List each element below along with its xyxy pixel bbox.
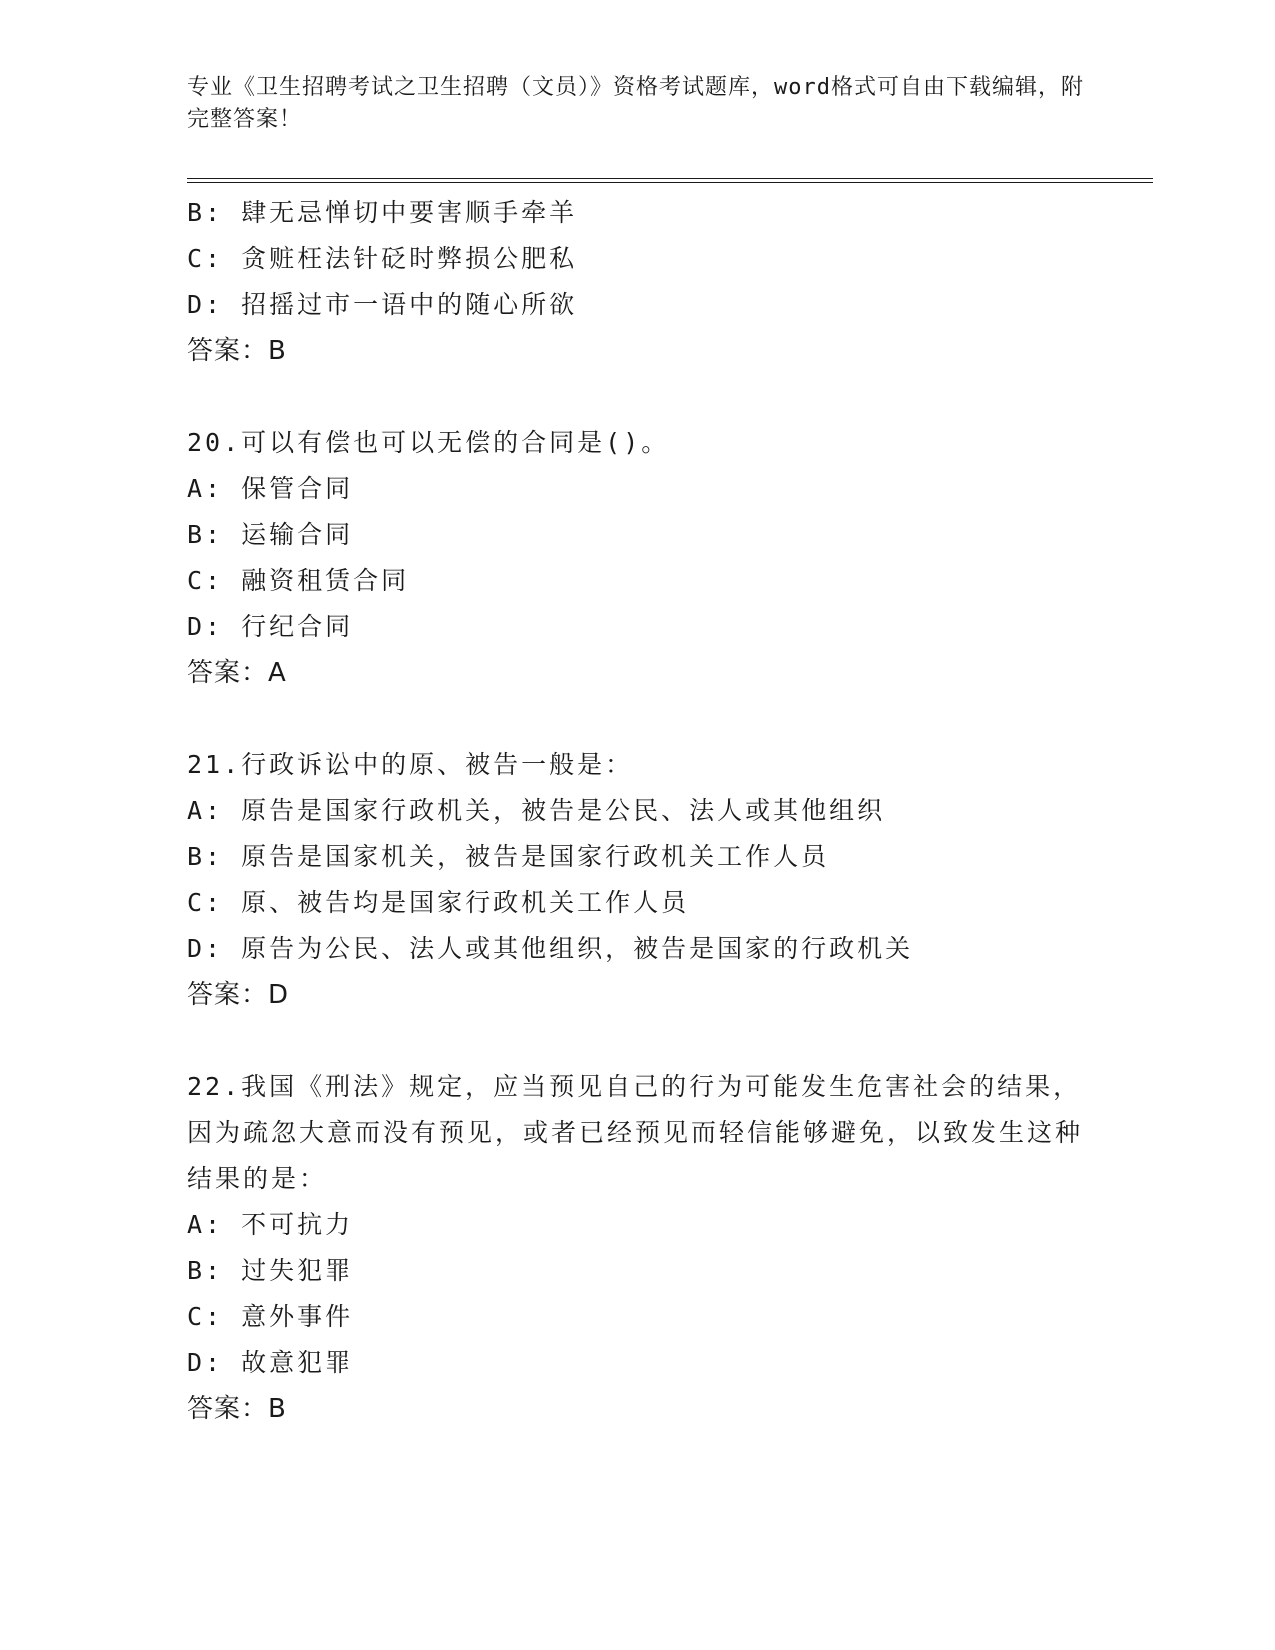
option-b: B: 原告是国家机关，被告是国家行政机关工作人员	[187, 842, 830, 871]
answer-text: 答案：A	[187, 658, 287, 688]
option-a: A: 保管合同	[187, 474, 354, 503]
spacer	[187, 374, 1087, 420]
option-b: B: 肆无忌惮切中要害顺手牵羊	[187, 198, 578, 227]
option-a: A: 原告是国家行政机关，被告是公民、法人或其他组织	[187, 796, 886, 825]
answer-text: 答案：D	[187, 980, 290, 1010]
option-d: D: 原告为公民、法人或其他组织，被告是国家的行政机关	[187, 934, 914, 963]
question-block-previous	[187, 190, 1087, 374]
question-block-20	[187, 420, 1087, 696]
option-b: B: 运输合同	[187, 520, 354, 549]
question-stem: 22.我国《刑法》规定，应当预见自己的行为可能发生危害社会的结果，因为疏忽大意而没有预见，或者已经预见而轻信能够避免，以致发生这种结果的是：	[187, 1072, 1084, 1193]
answer-text: 答案：B	[187, 336, 287, 366]
question-stem: 21.行政诉讼中的原、被告一般是：	[187, 750, 634, 779]
answer-text: 答案：B	[187, 1394, 287, 1424]
option-a: A: 不可抗力	[187, 1210, 354, 1239]
question-list	[187, 190, 1087, 1432]
header-divider-bottom	[187, 182, 1153, 183]
option-d: D: 故意犯罪	[187, 1348, 354, 1377]
question-stem: 20.可以有偿也可以无偿的合同是()。	[187, 428, 670, 457]
document-intro: 专业《卫生招聘考试之卫生招聘（文员）》资格考试题库，word格式可自由下载编辑，附完整答案！	[187, 75, 1084, 132]
option-c: C: 原、被告均是国家行政机关工作人员	[187, 888, 690, 917]
option-c: C: 贪赃枉法针砭时弊损公肥私	[187, 244, 578, 273]
spacer	[187, 696, 1087, 742]
header-divider-top	[187, 178, 1153, 179]
option-d: D: 行纪合同	[187, 612, 354, 641]
option-c: C: 意外事件	[187, 1302, 354, 1331]
option-d: D: 招摇过市一语中的随心所欲	[187, 290, 578, 319]
question-block-21	[187, 742, 1087, 1018]
option-c: C: 融资租赁合同	[187, 566, 410, 595]
question-block-22	[187, 1064, 1087, 1432]
spacer	[187, 1018, 1087, 1064]
option-b: B: 过失犯罪	[187, 1256, 354, 1285]
